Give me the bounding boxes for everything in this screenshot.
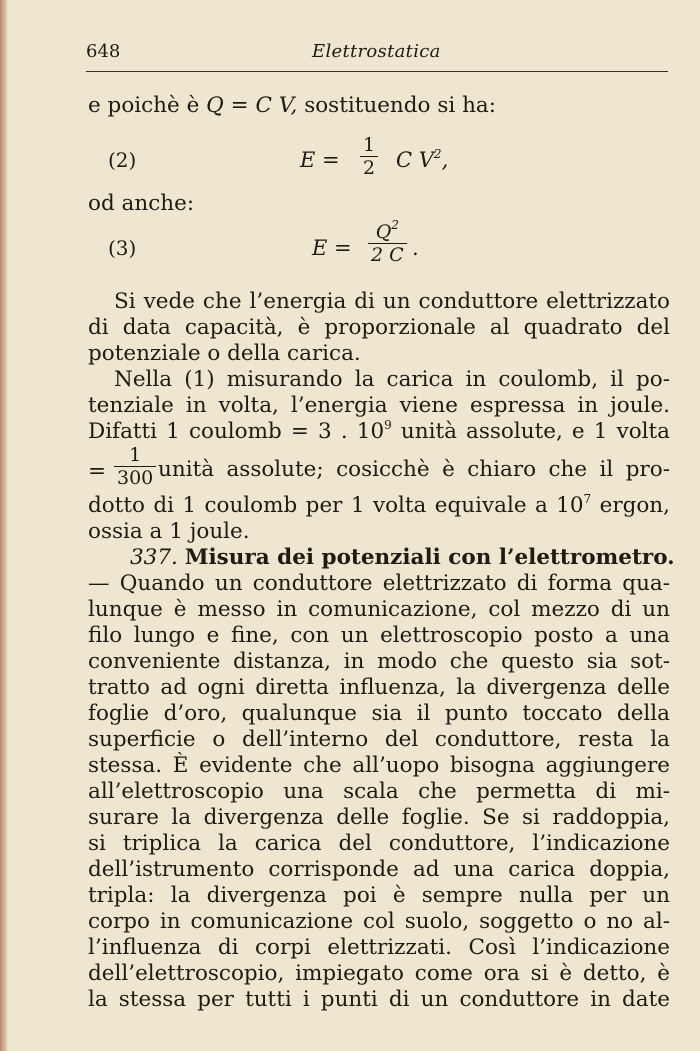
dotto-exponent: 7 (583, 492, 592, 506)
equation-3-denominator: 2 C (368, 243, 407, 266)
intro-formula: Q = C V, (206, 93, 298, 118)
fraction-equals: = (88, 459, 107, 484)
section-number: 337. (130, 545, 178, 570)
intro-line (88, 92, 496, 120)
running-title: Elettrostatica (312, 41, 441, 62)
paragraph2-difatti-line (88, 418, 670, 446)
paragraph1-line-2: di data capacità, è proporzionale al quadrato del (88, 315, 670, 340)
od-anche-line: od anche: (88, 191, 195, 216)
section-line: dell’istrumento corrisponde ad una carica doppia, (88, 857, 670, 882)
equation-2-comma: , (441, 148, 449, 172)
difatti-post: unità assolute, e 1 volta (391, 419, 670, 444)
section-line: si triplica la carica del conduttore, l’indicazione (88, 831, 670, 856)
equation-3-num-var: Q (375, 221, 392, 243)
paragraph1-line-1: Si vede che l’energia di un conduttore elettrizzato (114, 289, 670, 314)
section-line: all’elettroscopio una scala che permetta di mi- (88, 779, 670, 804)
page-number: 648 (86, 41, 121, 62)
section-line: filo lungo e fine, con un elettroscopio posto a una (88, 623, 670, 648)
equation-3-number: (3) (108, 236, 137, 260)
equation-2-denominator: 2 (360, 156, 378, 179)
dotto-post: ergon, (591, 493, 670, 518)
fraction-denominator: 300 (114, 466, 156, 489)
equation-2-rhs-var: C V (396, 148, 434, 172)
equation-3-fraction (368, 218, 407, 266)
section-line: foglie d’oro, qualunque sia il punto toccato della (88, 701, 670, 726)
paragraph2-dotto-line (88, 492, 670, 520)
page-header (86, 41, 668, 72)
section-title: Misura dei potenziali con l’elettrometro. (184, 545, 675, 570)
section-line: tripla: la divergenza poi è sempre nulla per un (88, 883, 670, 908)
difatti-exponent: 9 (384, 418, 392, 432)
paragraph1-line-3: potenziale o della carica. (88, 341, 361, 366)
section-line: stessa. È evidente che all’uopo bisogna aggiungere (88, 753, 670, 778)
paragraph2-ossia-line: ossia a 1 joule. (88, 519, 250, 544)
dotto-pre: dotto di 1 coulomb per 1 volta equivale a 10 (88, 493, 584, 518)
section-line: dell’elettroscopio, impiegato come ora si è detto, è (88, 961, 670, 986)
section-line: l’influenza di corpi elettrizzati. Così l’indicazione (88, 935, 670, 960)
equation-2-exponent: 2 (433, 147, 442, 161)
section-line: tratto ad ogni diretta influenza, la divergenza delle (88, 675, 670, 700)
intro-pre: e poichè è (88, 93, 207, 118)
fraction-post-text: unità assolute; cosicchè è chiaro che il pro- (158, 457, 670, 482)
section-line: conveniente distanza, in modo che questo sia sot- (88, 649, 670, 674)
one-over-300-fraction (114, 444, 156, 489)
equation-2-fraction (360, 134, 378, 179)
equation-2-numerator: 1 (363, 134, 376, 156)
paragraph2-line-1: Nella (1) misurando la carica in coulomb, il po- (114, 367, 670, 392)
section-line: lunque è messo in comunicazione, col mezzo di un (88, 597, 670, 622)
intro-post: sostituendo si ha: (297, 93, 496, 118)
equation-3-lhs: E = (312, 236, 352, 260)
fraction-numerator: 1 (129, 444, 142, 466)
difatti-pre: Difatti 1 coulomb = 3 . 10 (88, 419, 385, 444)
equation-3-period: . (412, 236, 419, 260)
section-line: — Quando un conduttore elettrizzato di forma qua- (88, 571, 670, 596)
equation-2-number: (2) (108, 148, 137, 172)
section-heading (130, 544, 675, 572)
section-line: la stessa per tutti i punti di un conduttore in date (88, 987, 670, 1012)
section-line: superficie o dell’interno del conduttore, resta la (88, 727, 670, 752)
page-spine-edge (0, 0, 8, 1051)
equation-3-num-exponent: 2 (391, 218, 399, 232)
section-line: surare la divergenza delle foglie. Se si raddoppia, (88, 805, 670, 830)
paragraph2-line-2: tenziale in volta, l’energia viene espressa in joule. (88, 393, 670, 418)
equation-2-rhs (396, 148, 448, 172)
equation-3-numerator (373, 218, 402, 243)
section-line: corpo in comunicazione col suolo, soggetto o no al- (88, 909, 670, 934)
equation-2-lhs: E = (300, 148, 340, 172)
